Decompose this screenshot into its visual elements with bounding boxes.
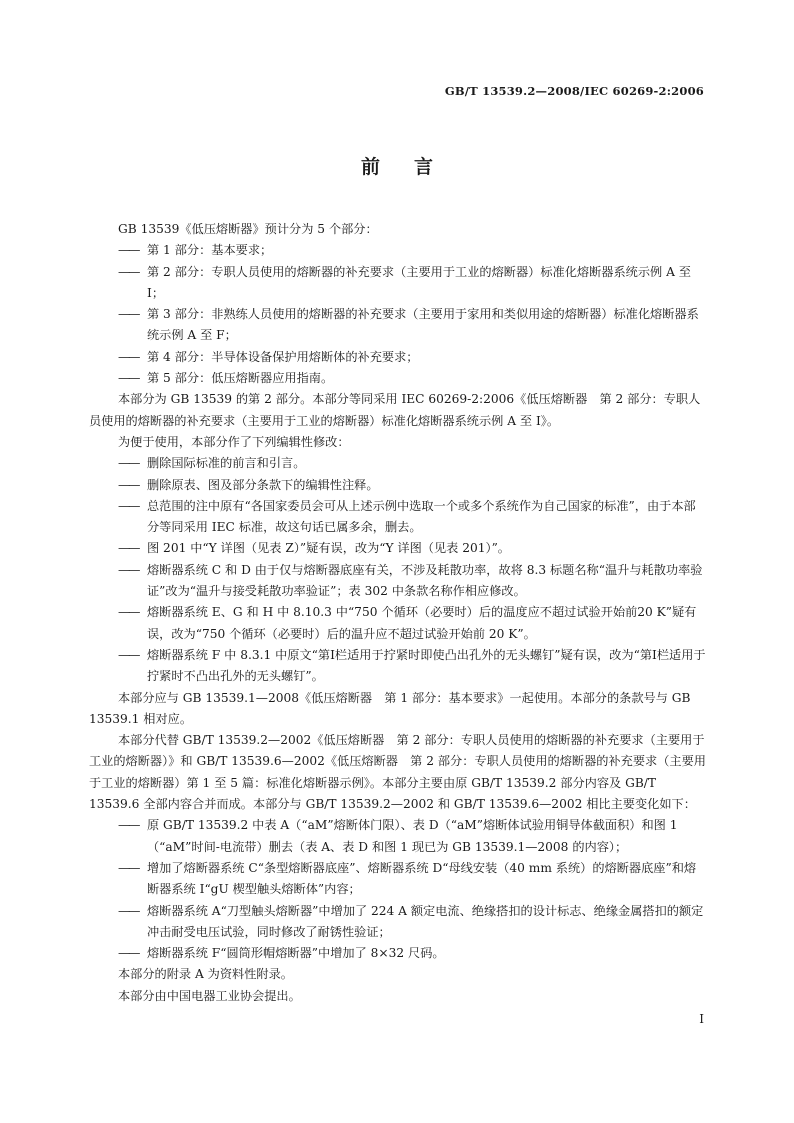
list-item [118, 240, 706, 261]
list-item [118, 475, 706, 496]
list-item [118, 560, 706, 603]
em-dash: —— [118, 371, 139, 386]
em-dash: —— [118, 349, 139, 364]
list-item-text: 第 1 部分：基本要求； [147, 243, 273, 258]
em-dash: —— [118, 264, 139, 279]
list-item-text: 熔断器系统 F“圆筒形帽熔断器”中增加了 8×32 尺码。 [147, 946, 445, 961]
list-item-text: 第 3 部分：非熟练人员使用的熔断器的补充要求（主要用于家用和类似用途的熔断器）标准化熔断器系统示例 A 至 F； [147, 307, 699, 343]
em-dash: —— [118, 498, 139, 513]
list-item-text: 第 2 部分：专职人员使用的熔断器的补充要求（主要用于工业的熔断器）标准化熔断器系统示例 A 至 I； [147, 264, 691, 300]
em-dash: —— [118, 307, 139, 322]
list-item [118, 602, 706, 645]
em-dash: —— [118, 860, 139, 875]
list-item [118, 538, 706, 559]
list-item-text: 第 4 部分：半导体设备保护用熔断体的补充要求； [147, 349, 419, 364]
list-item [118, 858, 706, 901]
list-item [118, 368, 706, 389]
list-item [118, 453, 706, 474]
list-item-text: 图 201 中“Y 详图（见表 Z）”疑有误，改为“Y 详图（见表 201）”。 [147, 541, 510, 556]
list-item-text: 熔断器系统 A“刀型触头熔断器”中增加了 224 A 额定电流、绝缘搭扣的设计标志、绝缘金属搭扣的额定冲击耐受电压试验，同时修改了耐锈性验证； [147, 903, 704, 939]
list-item [118, 815, 706, 858]
list-item-text: 总范围的注中原有“各国家委员会可从上述示例中选取一个或多个系统作为自己国家的标准”，由于本部分等同采用 IEC 标准，故这句话已属多余，删去。 [147, 498, 696, 535]
em-dash: —— [118, 477, 139, 492]
document-body [89, 219, 706, 1007]
list-item-text: 原 GB/T 13539.2 中表 A（“aM”熔断体门限）、表 D（“aM”熔断体试验用铜导体截面积）和图 1（“aM”时间-电流带）删去（表 A、表 D 和图 1 现已为 GB 13539.1—2008 的内容）； [147, 818, 678, 854]
em-dash: —— [118, 605, 139, 620]
em-dash: —— [118, 647, 139, 662]
em-dash: —— [118, 243, 139, 258]
list-item [118, 901, 706, 944]
list-item-text: 熔断器系统 E、G 和 H 中 8.10.3 中“750 个循环（必要时）后的温度应不超过试验开始前20 K”疑有误，改为“750 个循环（必要时）后的温升应不超过试验开始前 20 K”。 [147, 605, 697, 641]
list-item-text: 第 5 部分：低压熔断器应用指南。 [147, 371, 334, 386]
list-item-text: 删除国际标准的前言和引言。 [147, 456, 306, 471]
page-number: Ⅰ [699, 1012, 704, 1026]
list-item-text: 增加了熔断器系统 C“条型熔断器底座”、熔断器系统 D“母线安装（40 mm 系统）的熔断器底座”和熔断器系统 I“gU 楔型触头熔断体”内容； [147, 860, 697, 897]
list-item [118, 347, 706, 368]
list-item-text: 熔断器系统 F 中 8.3.1 中原文“第Ⅰ栏适用于拧紧时即使凸出孔外的无头螺钉”疑有误，改为“第Ⅰ栏适用于拧紧时不凸出孔外的无头螺钉”。 [147, 647, 706, 684]
em-dash: —— [118, 818, 139, 833]
page-title: 前言 [360, 156, 467, 178]
standard-code: GB/T 13539.2—2008/IEC 60269-2:2006 [444, 84, 704, 98]
paragraph: 本部分为 GB 13539 的第 2 部分。本部分等同采用 IEC 60269-2:2006《低压熔断器 第 2 部分：专职人员使用的熔断器的补充要求（主要用于工业的熔断器）标准化熔断器系统示例 A 至 I》。 [89, 392, 701, 428]
paragraph: 本部分的附录 A 为资料性附录。 [118, 967, 293, 982]
paragraph: 本部分由中国电器工业协会提出。 [118, 988, 301, 1003]
list-item [118, 262, 706, 305]
list-item [118, 645, 706, 688]
em-dash: —— [118, 903, 139, 918]
em-dash: —— [118, 456, 139, 471]
paragraph: 本部分代替 GB/T 13539.2—2002《低压熔断器 第 2 部分：专职人员使用的熔断器的补充要求（主要用于工业的熔断器）》和 GB/T 13539.6—2002《低压熔断器 第 2 部分：专职人员使用的熔断器的补充要求（主要用于工业的熔断器）第 1 至 5 篇：标准化熔断器示例》。本部分主要由原 GB/T 13539.2 部分内容及 GB/T 13539.6 全部内容合并而成。本部分与 GB/T 13539.2—2002 和 GB/T 13539.6—2002 相比主要变化如下： [89, 733, 706, 812]
em-dash: —— [118, 946, 139, 961]
em-dash: —— [118, 541, 139, 556]
list-item [118, 496, 706, 539]
list-item-text: 删除原表、图及部分条款下的编辑性注释。 [147, 477, 379, 492]
paragraph: 本部分应与 GB 13539.1—2008《低压熔断器 第 1 部分：基本要求》一起使用。本部分的条款号与 GB 13539.1 相对应。 [89, 690, 691, 726]
paragraph: 为便于使用，本部分作了下列编辑性修改： [118, 434, 350, 449]
em-dash: —— [118, 562, 139, 577]
paragraph: GB 13539《低压熔断器》预计分为 5 个部分： [118, 222, 378, 236]
list-item-text: 熔断器系统 C 和 D 由于仅与熔断器底座有关，不涉及耗散功率，故将 8.3 标题名称“温升与耗散功率验证”改为“温升与接受耗散功率验证”；表 302 中条款名称作相应修改。 [147, 562, 703, 599]
list-item [118, 304, 706, 347]
list-item [118, 943, 706, 964]
